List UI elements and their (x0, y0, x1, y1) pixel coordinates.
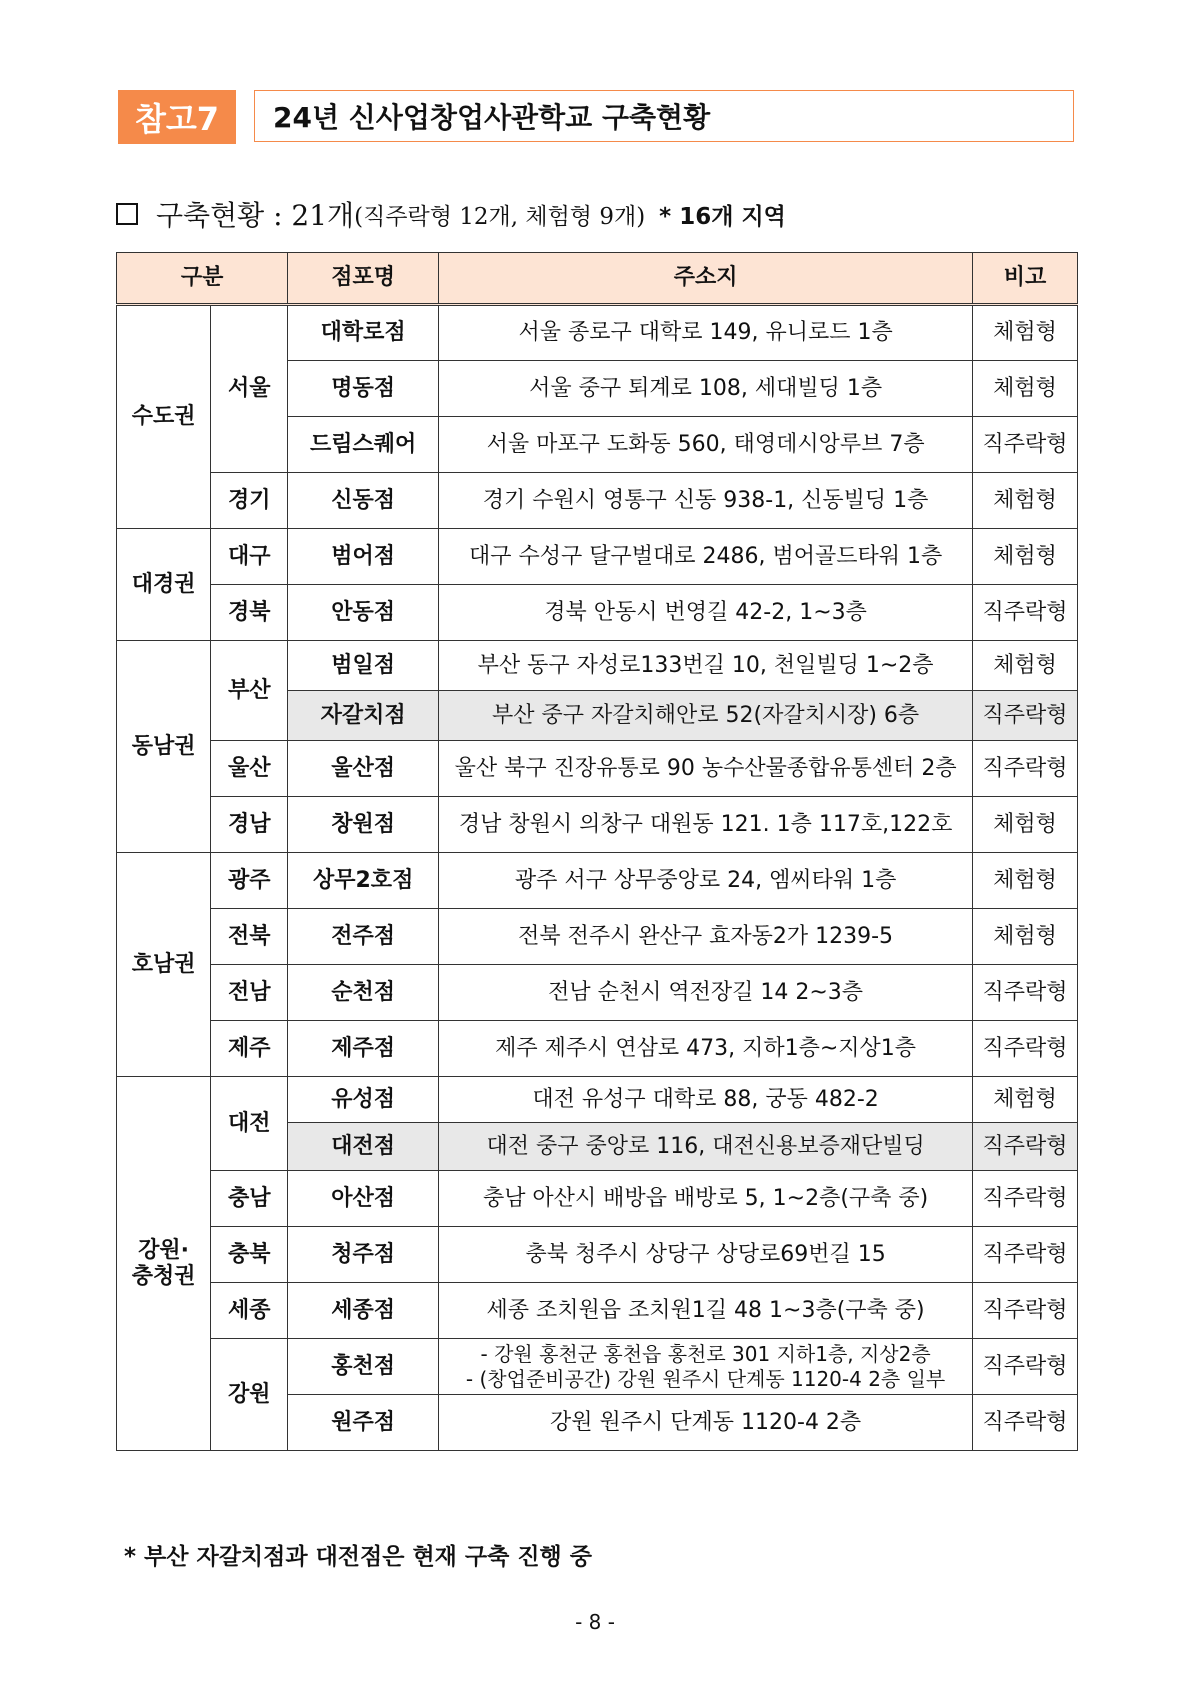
store-address: 서울 종로구 대학로 149, 유니로드 1층 (439, 305, 973, 361)
summary-line (116, 192, 786, 236)
table-row (117, 797, 1078, 853)
region-gangwon-chungcheong: 강원· 충청권 (117, 1077, 211, 1451)
store-address: 경남 창원시 의창구 대원동 121. 1층 117호,122호 (439, 797, 973, 853)
table-row (117, 853, 1078, 909)
store-type: 직주락형 (973, 1395, 1078, 1451)
store-name: 자갈치점 (288, 691, 439, 741)
city-daejeon: 대전 (211, 1077, 288, 1171)
city-jeju: 제주 (211, 1021, 288, 1077)
store-name: 유성점 (288, 1077, 439, 1123)
city-daegu: 대구 (211, 529, 288, 585)
store-type: 직주락형 (973, 1339, 1078, 1395)
store-type: 체험형 (973, 305, 1078, 361)
city-chungnam: 충남 (211, 1171, 288, 1227)
store-name: 원주점 (288, 1395, 439, 1451)
store-name: 상무2호점 (288, 853, 439, 909)
page-number: - 8 - (575, 1610, 615, 1634)
region-capital: 수도권 (117, 305, 211, 529)
store-type: 체험형 (973, 473, 1078, 529)
header-address: 주소지 (439, 253, 973, 305)
region-dongnam: 동남권 (117, 641, 211, 853)
store-type: 체험형 (973, 797, 1078, 853)
city-ulsan: 울산 (211, 741, 288, 797)
table-row (117, 641, 1078, 691)
table-row (117, 585, 1078, 641)
store-name: 순천점 (288, 965, 439, 1021)
store-address: 경북 안동시 번영길 42-2, 1~3층 (439, 585, 973, 641)
store-type: 직주락형 (973, 1227, 1078, 1283)
store-address: 부산 중구 자갈치해안로 52(자갈치시장) 6층 (439, 691, 973, 741)
store-table (116, 252, 1078, 1451)
store-type: 직주락형 (973, 1123, 1078, 1171)
region-daegyeong: 대경권 (117, 529, 211, 641)
city-chungbuk: 충북 (211, 1227, 288, 1283)
table-row (117, 1171, 1078, 1227)
city-gwangju: 광주 (211, 853, 288, 909)
store-address: 세종 조치원읍 조치원1길 48 1~3층(구축 중) (439, 1283, 973, 1339)
header-category: 구분 (117, 253, 288, 305)
store-type: 체험형 (973, 641, 1078, 691)
store-type: 직주락형 (973, 741, 1078, 797)
store-address: 서울 중구 퇴계로 108, 세대빌딩 1층 (439, 361, 973, 417)
store-address: 부산 동구 자성로133번길 10, 천일빌딩 1~2층 (439, 641, 973, 691)
store-name: 울산점 (288, 741, 439, 797)
store-type: 체험형 (973, 909, 1078, 965)
region-honam: 호남권 (117, 853, 211, 1077)
table-row (117, 305, 1078, 361)
city-sejong: 세종 (211, 1283, 288, 1339)
store-address: 전남 순천시 역전장길 14 2~3층 (439, 965, 973, 1021)
table-row (117, 909, 1078, 965)
city-gangwon: 강원 (211, 1339, 288, 1451)
store-type: 직주락형 (973, 1021, 1078, 1077)
store-name: 전주점 (288, 909, 439, 965)
table-row (117, 1021, 1078, 1077)
store-type: 체험형 (973, 529, 1078, 585)
store-type: 체험형 (973, 853, 1078, 909)
store-type: 직주락형 (973, 1171, 1078, 1227)
store-name: 대학로점 (288, 305, 439, 361)
summary-breakdown: (직주락형 12개, 체험형 9개) (354, 203, 646, 230)
city-busan: 부산 (211, 641, 288, 741)
city-seoul: 서울 (211, 305, 288, 473)
store-name: 청주점 (288, 1227, 439, 1283)
table-row (117, 1227, 1078, 1283)
store-name: 홍천점 (288, 1339, 439, 1395)
table-header-row (117, 253, 1078, 305)
store-address: 울산 북구 진장유통로 90 농수산물종합유통센터 2층 (439, 741, 973, 797)
summary-main: 구축현황 : 21개 (156, 199, 355, 232)
city-gyeongbuk: 경북 (211, 585, 288, 641)
store-name: 신동점 (288, 473, 439, 529)
table-row (117, 741, 1078, 797)
store-address: 광주 서구 상무중앙로 24, 엠씨타워 1층 (439, 853, 973, 909)
store-name: 제주점 (288, 1021, 439, 1077)
store-name: 대전점 (288, 1123, 439, 1171)
store-address: 대전 유성구 대학로 88, 궁동 482-2 (439, 1077, 973, 1123)
store-type: 직주락형 (973, 691, 1078, 741)
store-name: 드림스퀘어 (288, 417, 439, 473)
store-name: 아산점 (288, 1171, 439, 1227)
store-name: 세종점 (288, 1283, 439, 1339)
store-name: 창원점 (288, 797, 439, 853)
store-type: 직주락형 (973, 585, 1078, 641)
city-jeonnam: 전남 (211, 965, 288, 1021)
store-address: 전북 전주시 완산구 효자동2가 1239-5 (439, 909, 973, 965)
store-address: 경기 수원시 영통구 신동 938-1, 신동빌딩 1층 (439, 473, 973, 529)
header-store: 점포명 (288, 253, 439, 305)
store-type: 체험형 (973, 361, 1078, 417)
store-address: 강원 원주시 단계동 1120-4 2층 (439, 1395, 973, 1451)
store-name: 안동점 (288, 585, 439, 641)
store-address-multi (439, 1339, 973, 1395)
store-type: 직주락형 (973, 417, 1078, 473)
store-address: 서울 마포구 도화동 560, 태영데시앙루브 7층 (439, 417, 973, 473)
reference-badge: 참고7 (118, 90, 236, 144)
table-row (117, 1077, 1078, 1123)
store-type: 직주락형 (973, 965, 1078, 1021)
summary-region-count: * 16개 지역 (659, 203, 786, 230)
store-name: 범일점 (288, 641, 439, 691)
checkbox-icon (116, 203, 138, 225)
table-row (117, 1283, 1078, 1339)
store-address: 대구 수성구 달구벌대로 2486, 범어골드타워 1층 (439, 529, 973, 585)
store-address-line-1: - 강원 홍천군 홍천읍 홍천로 301 지하1층, 지상2층 (480, 1341, 931, 1366)
store-type: 체험형 (973, 1077, 1078, 1123)
store-address: 제주 제주시 연삼로 473, 지하1층~지상1층 (439, 1021, 973, 1077)
store-name: 명동점 (288, 361, 439, 417)
store-address: 충북 청주시 상당구 상당로69번길 15 (439, 1227, 973, 1283)
store-address-line-2: - (창업준비공간) 강원 원주시 단계동 1120-4 2층 일부 (465, 1366, 946, 1391)
header-note: 비고 (973, 253, 1078, 305)
store-name: 범어점 (288, 529, 439, 585)
city-gyeongnam: 경남 (211, 797, 288, 853)
page-title: 24년 신사업창업사관학교 구축현황 (254, 90, 1074, 142)
store-type: 직주락형 (973, 1283, 1078, 1339)
city-gyeonggi: 경기 (211, 473, 288, 529)
store-address: 대전 중구 중앙로 116, 대전신용보증재단빌딩 (439, 1123, 973, 1171)
city-jeonbuk: 전북 (211, 909, 288, 965)
footnote: * 부산 자갈치점과 대전점은 현재 구축 진행 중 (124, 1544, 593, 1570)
table-row (117, 529, 1078, 585)
table-row (117, 473, 1078, 529)
table-row (117, 1339, 1078, 1395)
store-address: 충남 아산시 배방읍 배방로 5, 1~2층(구축 중) (439, 1171, 973, 1227)
table-row (117, 965, 1078, 1021)
